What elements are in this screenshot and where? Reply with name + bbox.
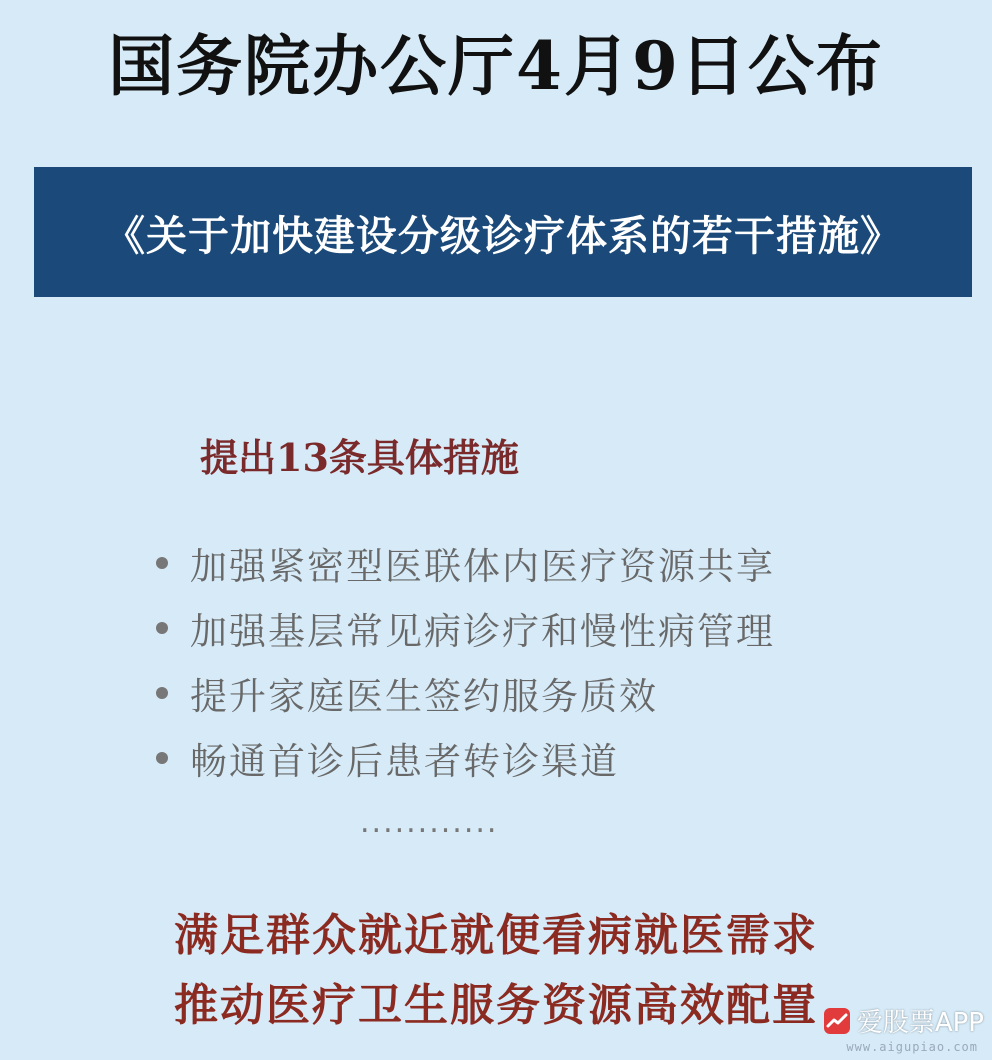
measures-subhead: 提出13条具体措施	[200, 435, 519, 480]
measure-text: 畅通首诊后患者转诊渠道	[190, 739, 619, 783]
brand-logo-icon	[823, 1007, 851, 1035]
ellipsis-dots: ............	[360, 805, 499, 840]
conclusion-line-1: 满足群众就近就便看病就医需求	[174, 910, 818, 961]
page-title: 国务院办公厅4月9日公布	[108, 27, 884, 105]
bullet-icon	[156, 622, 168, 634]
measures-list	[150, 530, 910, 790]
bullet-icon	[156, 752, 168, 764]
list-item	[150, 725, 910, 790]
measure-text: 加强基层常见病诊疗和慢性病管理	[190, 609, 775, 653]
bullet-icon	[156, 557, 168, 569]
measure-text: 加强紧密型医联体内医疗资源共享	[190, 544, 775, 588]
conclusion-line-2: 推动医疗卫生服务资源高效配置	[174, 980, 818, 1031]
watermark-brand: 爱股票APP	[856, 1008, 984, 1038]
bullet-icon	[156, 687, 168, 699]
measure-text: 提升家庭医生签约服务质效	[190, 674, 658, 718]
list-item	[150, 660, 910, 725]
watermark-url: www.aigupiao.com	[846, 1040, 978, 1054]
policy-title: 《关于加快建设分级诊疗体系的若干措施》	[104, 211, 902, 260]
list-item	[150, 530, 910, 595]
policy-banner	[34, 167, 972, 297]
watermark	[823, 1002, 984, 1039]
list-item	[150, 595, 910, 660]
